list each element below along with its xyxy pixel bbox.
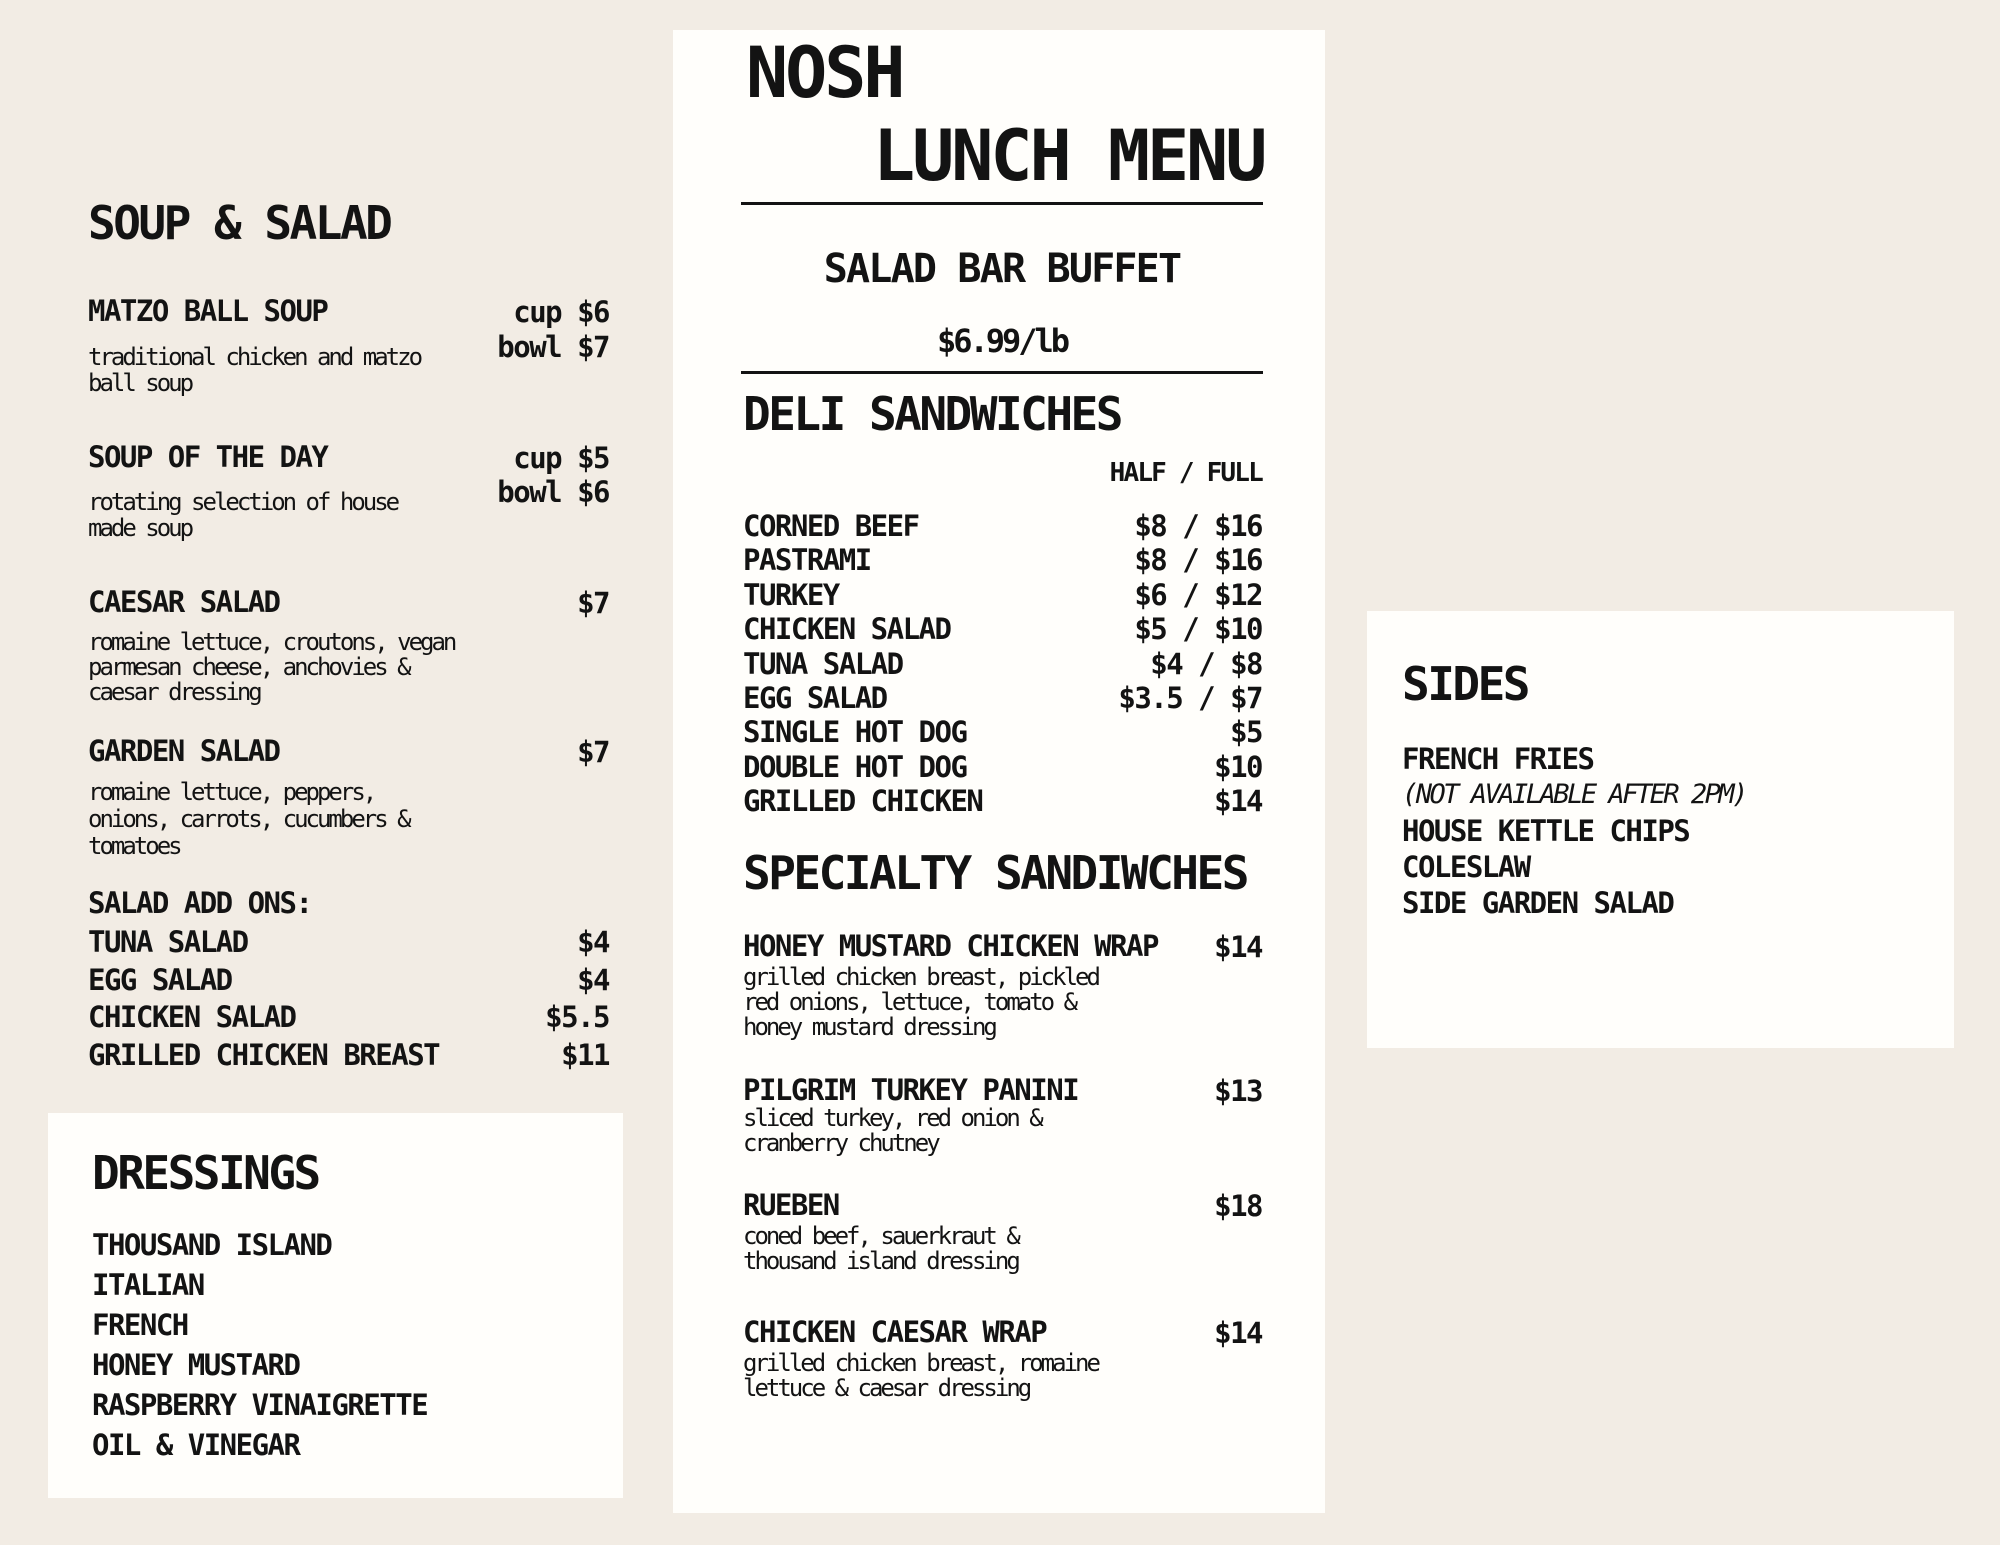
dressing-item: FRENCH	[92, 1308, 188, 1342]
specialty-sandwiches-title: SPECIALTY SANDIWCHES	[743, 846, 1247, 900]
item-price: $8 / $16	[1134, 543, 1262, 578]
item-name: TUNA SALAD	[88, 925, 248, 959]
item-name: PILGRIM TURKEY PANINI	[743, 1073, 1079, 1107]
dressings-list	[92, 1225, 427, 1465]
sides-title: SIDES	[1402, 657, 1528, 711]
item-price: $5.5	[545, 1000, 609, 1034]
dressing-item: OIL & VINEGAR	[92, 1428, 300, 1462]
description-line: parmesan cheese, anchovies &	[88, 653, 409, 681]
deli-sandwiches-title: DELI SANDWICHES	[743, 387, 1121, 441]
item-description	[743, 965, 1098, 1040]
item-prices	[497, 441, 609, 509]
deli-row	[743, 647, 1262, 681]
description-line: coned beef, sauerkraut &	[743, 1222, 1018, 1250]
sides-list	[1402, 741, 1746, 921]
item-name: RUEBEN	[743, 1188, 839, 1222]
deli-row	[743, 543, 1262, 577]
item-price: $7	[577, 586, 609, 620]
salad-bar-buffet-price: $6.99/lb	[936, 322, 1068, 360]
item-price: $7	[577, 735, 609, 769]
salad-bar-buffet-title: SALAD BAR BUFFET	[823, 246, 1181, 292]
description-line: lettuce & caesar dressing	[743, 1374, 1030, 1402]
item-description	[88, 630, 454, 705]
item-price: $14	[1214, 784, 1262, 819]
addon-row	[88, 924, 609, 962]
addon-row	[88, 999, 609, 1037]
dressing-item: ITALIAN	[92, 1268, 204, 1302]
description-line: sliced turkey, red onion &	[743, 1104, 1041, 1132]
item-price: $10	[1214, 749, 1262, 784]
dressing-item: THOUSAND ISLAND	[92, 1228, 332, 1262]
description-line: rotating selection of house	[88, 488, 398, 516]
side-item: COLESLAW	[1402, 850, 1530, 884]
item-description	[88, 489, 397, 541]
item-prices	[497, 295, 609, 365]
description-line: thousand island dressing	[743, 1247, 1018, 1275]
price-bowl: bowl $6	[497, 475, 609, 509]
deli-row	[743, 509, 1262, 543]
item-price: $13	[1214, 1074, 1262, 1108]
item-price: $8 / $16	[1134, 509, 1262, 543]
item-price: $5 / $10	[1134, 612, 1262, 647]
description-line: caesar dressing	[88, 678, 260, 706]
item-name: GRILLED CHICKEN BREAST	[88, 1037, 440, 1072]
description-line: ball soup	[88, 369, 192, 397]
item-name: CORNED BEEF	[743, 509, 919, 543]
center-panel	[673, 30, 1325, 1513]
specialty-item-pilgrim-turkey-panini	[743, 1074, 1262, 1108]
item-name: SOUP OF THE DAY	[88, 440, 328, 474]
restaurant-name: NOSH	[746, 32, 903, 114]
specialty-item-rueben	[743, 1189, 1262, 1223]
dressings-panel	[48, 1113, 623, 1498]
price-cup: cup $6	[513, 295, 609, 329]
item-price: $3.5 / $7	[1118, 680, 1262, 715]
deli-row	[743, 578, 1262, 612]
description-line: honey mustard dressing	[743, 1013, 995, 1041]
description-line: cranberry chutney	[743, 1129, 938, 1157]
divider-rule	[741, 202, 1263, 205]
item-name: CHICKEN SALAD	[88, 1000, 296, 1034]
description-line: romaine lettuce, peppers,	[88, 778, 375, 806]
description-line: made soup	[88, 514, 192, 542]
side-item: SIDE GARDEN SALAD	[1402, 886, 1674, 920]
side-item: FRENCH FRIES	[1402, 742, 1594, 776]
item-price: $4 / $8	[1150, 646, 1262, 681]
salad-addons-list	[88, 924, 609, 1074]
side-item-note: (NOT AVAILABLE AFTER 2PM)	[1402, 779, 1746, 810]
item-name: EGG SALAD	[88, 962, 232, 997]
deli-row	[743, 750, 1262, 784]
menu-item-caesar-salad	[88, 586, 609, 620]
description-line: grilled chicken breast, romaine	[743, 1349, 1098, 1377]
description-line: romaine lettuce, croutons, vegan	[88, 628, 455, 656]
menu-title: LUNCH MENU	[873, 115, 1265, 197]
item-description	[88, 779, 409, 860]
item-name: TURKEY	[743, 577, 839, 612]
description-line: red onions, lettuce, tomato &	[743, 988, 1076, 1016]
item-price: $4	[577, 962, 609, 997]
dressings-title: DRESSINGS	[92, 1146, 319, 1200]
item-description	[743, 1106, 1041, 1156]
description-line: traditional chicken and matzo	[88, 343, 421, 371]
specialty-item-chicken-caesar-wrap	[743, 1316, 1262, 1350]
addon-row	[88, 962, 609, 1000]
item-name: EGG SALAD	[743, 680, 887, 715]
item-price: $14	[1214, 930, 1262, 964]
description-line: onions, carrots, cucumbers &	[88, 805, 409, 833]
deli-row	[743, 612, 1262, 646]
item-name: GRILLED CHICKEN	[743, 784, 983, 819]
item-name: DOUBLE HOT DOG	[743, 749, 967, 784]
addon-row	[88, 1037, 609, 1075]
item-price: $14	[1214, 1316, 1262, 1350]
item-price: $6 / $12	[1134, 577, 1262, 612]
item-price: $5	[1230, 715, 1262, 750]
price-cup: cup $5	[513, 441, 609, 475]
item-description	[743, 1224, 1018, 1274]
dressing-item: RASPBERRY VINAIGRETTE	[92, 1388, 428, 1422]
soup-salad-title: SOUP & SALAD	[88, 196, 391, 250]
divider-rule	[741, 371, 1263, 374]
deli-row	[743, 715, 1262, 749]
item-description	[88, 344, 420, 396]
deli-items-list	[743, 509, 1262, 819]
item-name: CAESAR SALAD	[88, 585, 280, 619]
side-item: HOUSE KETTLE CHIPS	[1402, 814, 1690, 848]
menu-item-garden-salad	[88, 735, 609, 769]
description-line: grilled chicken breast, pickled	[743, 963, 1098, 991]
sides-panel	[1367, 611, 1954, 1048]
item-price: $18	[1214, 1189, 1262, 1223]
item-name: HONEY MUSTARD CHICKEN WRAP	[743, 929, 1158, 963]
item-name: CHICKEN CAESAR WRAP	[743, 1315, 1047, 1349]
deli-row	[743, 681, 1262, 715]
item-name: GARDEN SALAD	[88, 734, 280, 768]
dressing-item: HONEY MUSTARD	[92, 1348, 300, 1382]
item-name: SINGLE HOT DOG	[743, 715, 967, 750]
item-price: $11	[561, 1037, 609, 1072]
item-price: $4	[577, 925, 609, 959]
specialty-item-honey-mustard-chicken-wrap	[743, 930, 1262, 964]
deli-row	[743, 784, 1262, 818]
item-name: PASTRAMI	[743, 543, 871, 578]
description-line: tomatoes	[88, 832, 180, 860]
item-description	[743, 1351, 1098, 1401]
half-full-header: HALF / FULL	[1109, 458, 1262, 488]
price-bowl: bowl $7	[497, 330, 609, 364]
item-name: TUNA SALAD	[743, 646, 903, 681]
item-name: MATZO BALL SOUP	[88, 294, 328, 328]
item-name: CHICKEN SALAD	[743, 612, 951, 647]
salad-addons-title: SALAD ADD ONS:	[88, 886, 312, 920]
